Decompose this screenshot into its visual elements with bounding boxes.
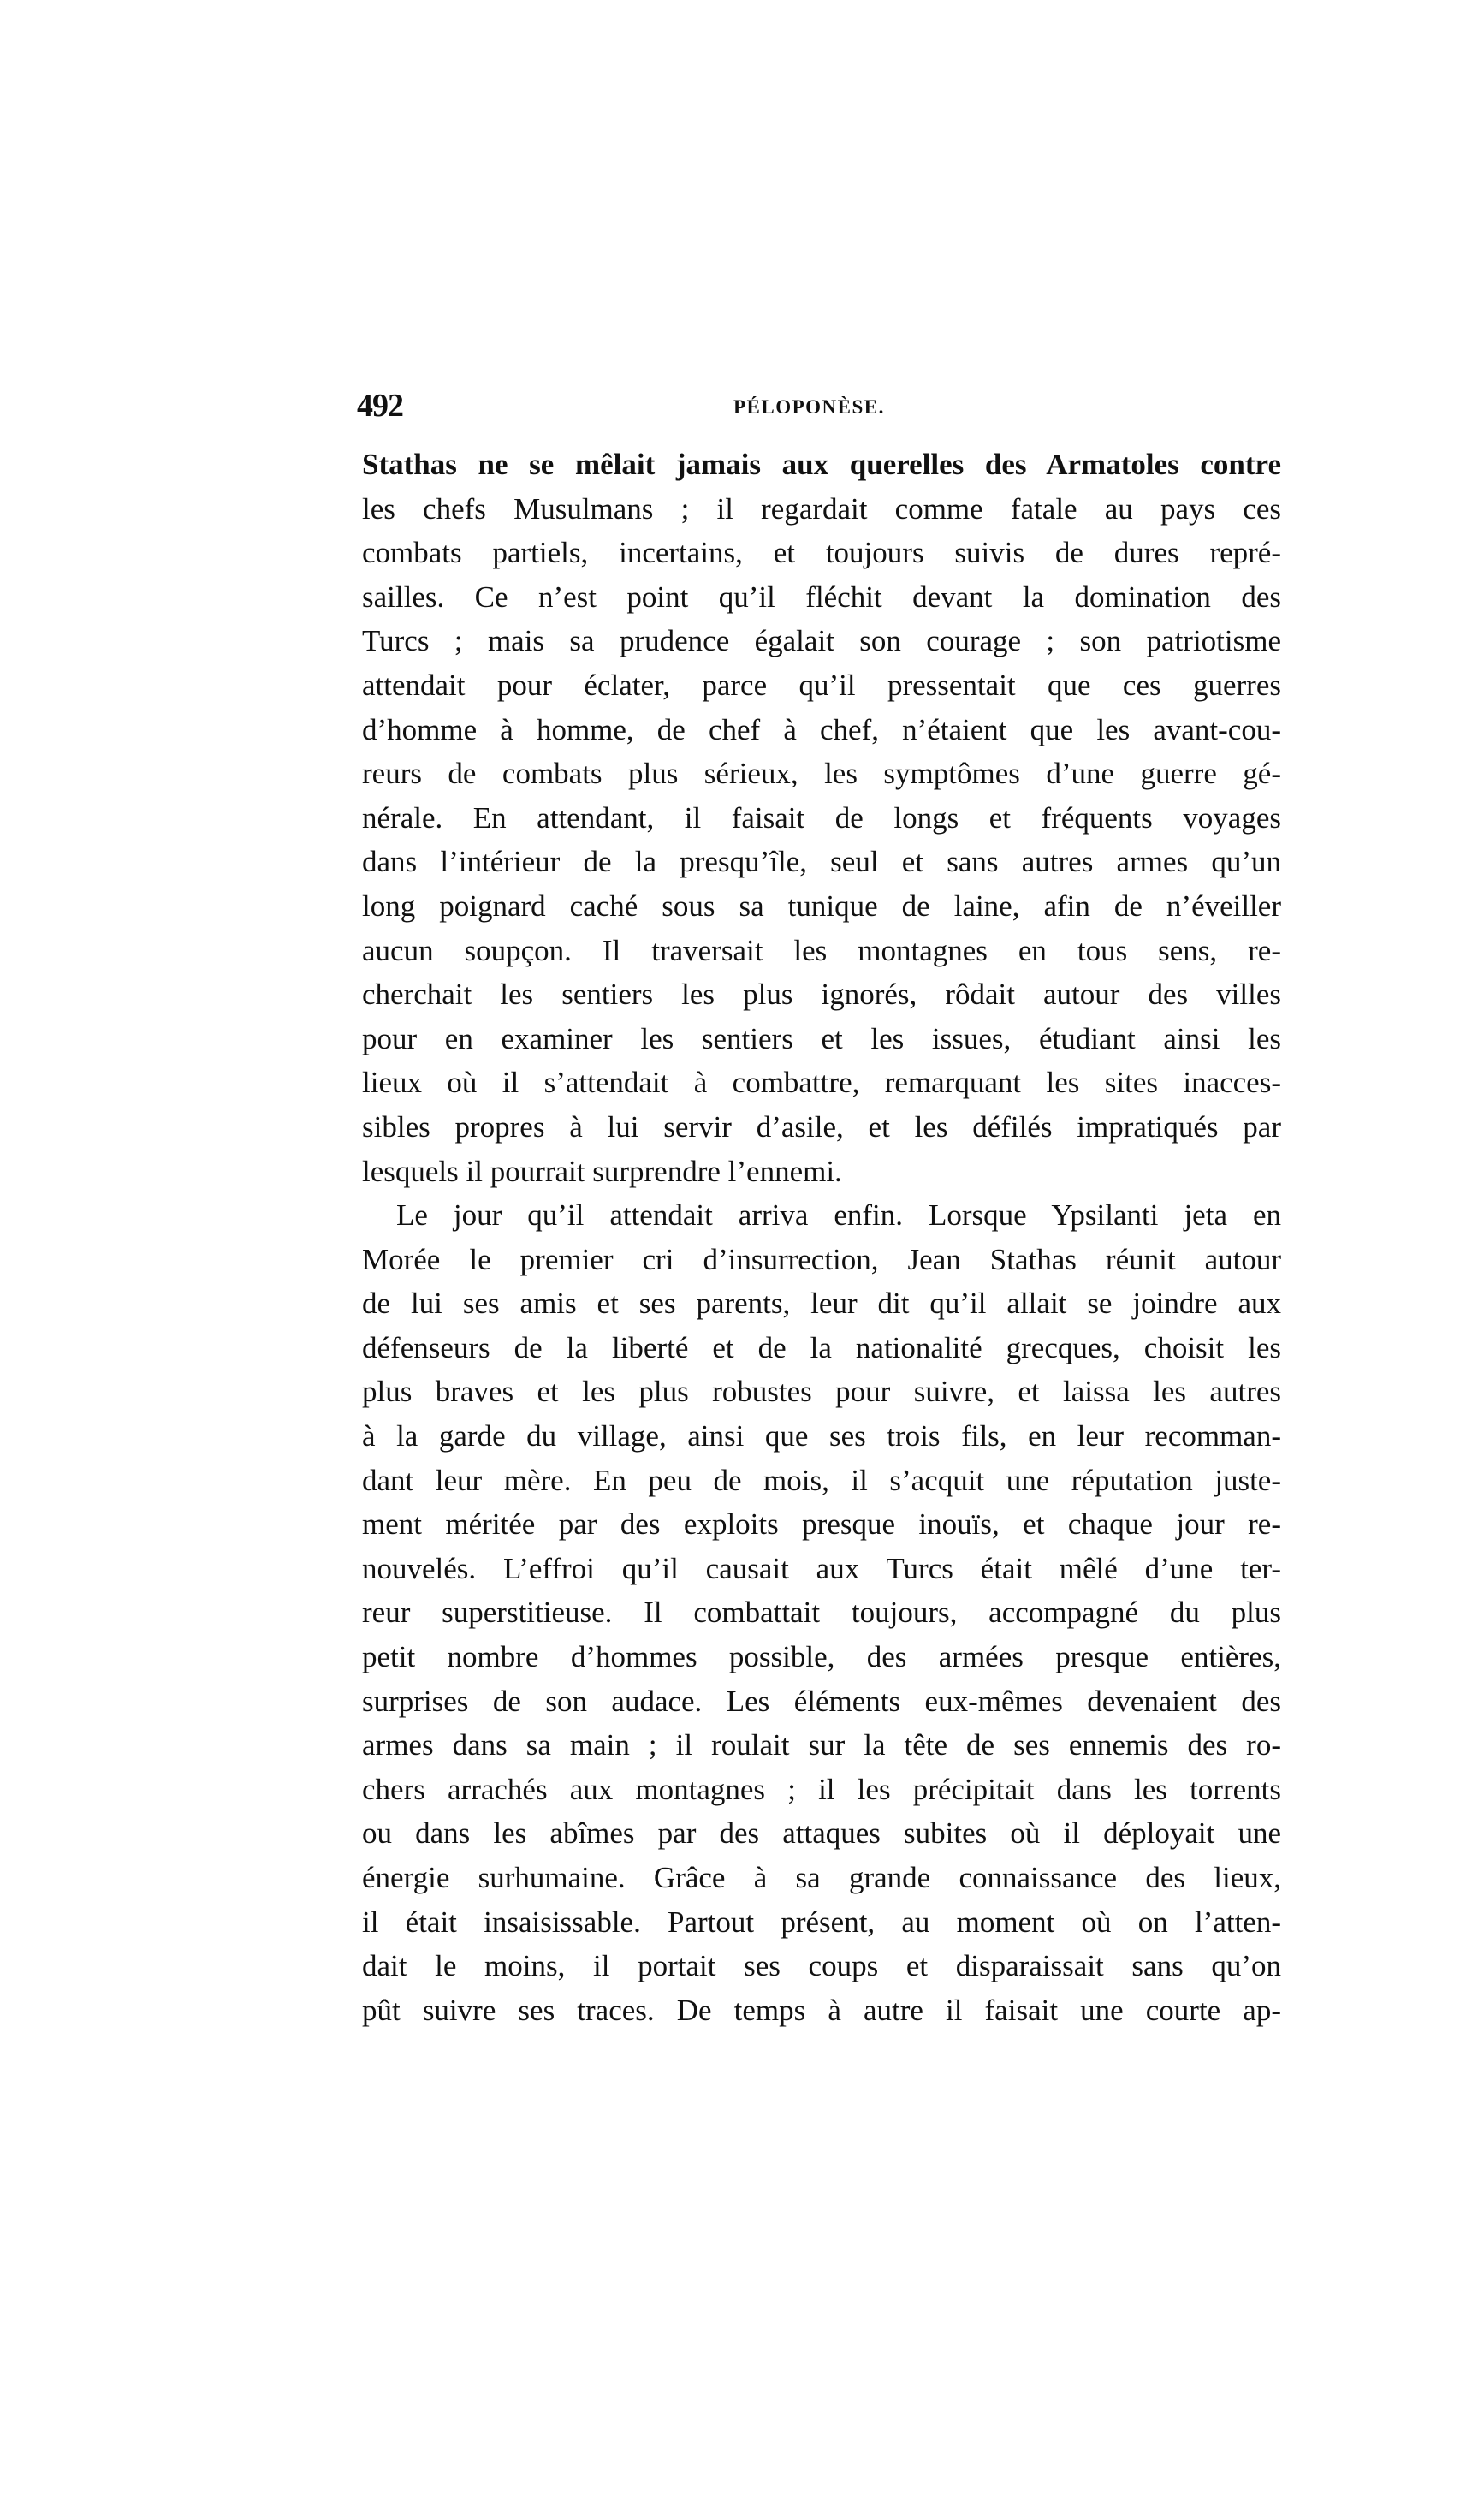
text-line: armes dans sa main ; il roulait sur la tête de ses ennemis des ro- — [362, 1728, 1281, 1762]
text-line: il était insaisissable. Partout présent, au moment où on l’atten- — [362, 1905, 1281, 1939]
text-line: combats partiels, incertains, et toujours suivis de dures repré- — [362, 536, 1281, 570]
text-line: défenseurs de la liberté et de la nationalité grecques, choisit les — [362, 1330, 1281, 1364]
text-line: plus braves et les plus robustes pour suivre, et laissa les autres — [362, 1375, 1281, 1409]
running-head — [357, 387, 1281, 425]
text-line: sibles propres à lui servir d’asile, et les défilés impratiqués par — [362, 1109, 1281, 1144]
text-line: d’homme à homme, de chef à chef, n’étaient que les avant-cou- — [362, 712, 1281, 746]
text-line: lesquels il pourrait surprendre l’ennemi. — [362, 1154, 842, 1188]
text-line: sailles. Ce n’est point qu’il fléchit devant la domination des — [362, 579, 1281, 614]
text-line: énergie surhumaine. Grâce à sa grande connaissance des lieux, — [362, 1861, 1281, 1894]
text-line: Turcs ; mais sa prudence égalait son courage ; son patriotisme — [362, 624, 1281, 658]
text-line: nouvelés. L’effroi qu’il causait aux Turcs était mêlé d’une ter- — [362, 1551, 1281, 1585]
text-line: dans l’intérieur de la presqu’île, seul et sans autres armes qu’un — [362, 845, 1281, 879]
text-line: reurs de combats plus sérieux, les symptômes d’une guerre gé- — [362, 757, 1281, 791]
text-line: Morée le premier cri d’insurrection, Jean Stathas réunit autour — [362, 1242, 1281, 1276]
text-line: dait le moins, il portait ses coups et disparaissait sans qu’on — [362, 1949, 1281, 1983]
text-line: Stathas ne se mêlait jamais aux querelles des Armatoles contre — [362, 448, 1281, 481]
text-line: les chefs Musulmans ; il regardait comme fatale au pays ces — [362, 491, 1281, 526]
text-line: attendait pour éclater, parce qu’il pressentait que ces guerres — [362, 668, 1281, 702]
text-line: aucun soupçon. Il traversait les montagnes en tous sens, re- — [362, 933, 1281, 967]
text-line: ou dans les abîmes par des attaques subites où il déployait une — [362, 1816, 1281, 1851]
text-line: long poignard caché sous sa tunique de laine, afin de n’éveiller — [362, 889, 1281, 923]
text-line: chers arrachés aux montagnes ; il les précipitait dans les torrents — [362, 1772, 1281, 1806]
text-body — [362, 447, 1281, 2036]
text-line: à la garde du village, ainsi que ses trois fils, en leur recomman- — [362, 1419, 1281, 1453]
text-line: reur superstitieuse. Il combattait toujours, accompagné du plus — [362, 1596, 1281, 1630]
text-line: dant leur mère. En peu de mois, il s’acquit une réputation juste- — [362, 1463, 1281, 1497]
text-line: surprises de son audace. Les éléments eux-mêmes devenaient des — [362, 1684, 1281, 1718]
page-number: 492 — [357, 388, 403, 424]
text-line: pût suivre ses traces. De temps à autre il faisait une courte ap- — [362, 1993, 1281, 2027]
section-title: PÉLOPONÈSE. — [733, 396, 885, 418]
text-line: cherchait les sentiers les plus ignorés, rôdait autour des villes — [362, 978, 1281, 1012]
text-line: petit nombre d’hommes possible, des armées presque entières, — [362, 1640, 1281, 1674]
text-line: de lui ses amis et ses parents, leur dit qu’il allait se joindre aux — [362, 1287, 1281, 1321]
text-line: pour en examiner les sentiers et les issues, étudiant ainsi les — [362, 1021, 1281, 1055]
text-line: Le jour qu’il attendait arriva enfin. Lorsque Ypsilanti jeta en — [396, 1198, 1281, 1233]
text-line: lieux où il s’attendait à combattre, remarquant les sites inacces- — [362, 1066, 1281, 1100]
text-line: ment méritée par des exploits presque inouïs, et chaque jour re- — [362, 1507, 1281, 1542]
text-line: nérale. En attendant, il faisait de longs et fréquents voyages — [362, 800, 1281, 835]
